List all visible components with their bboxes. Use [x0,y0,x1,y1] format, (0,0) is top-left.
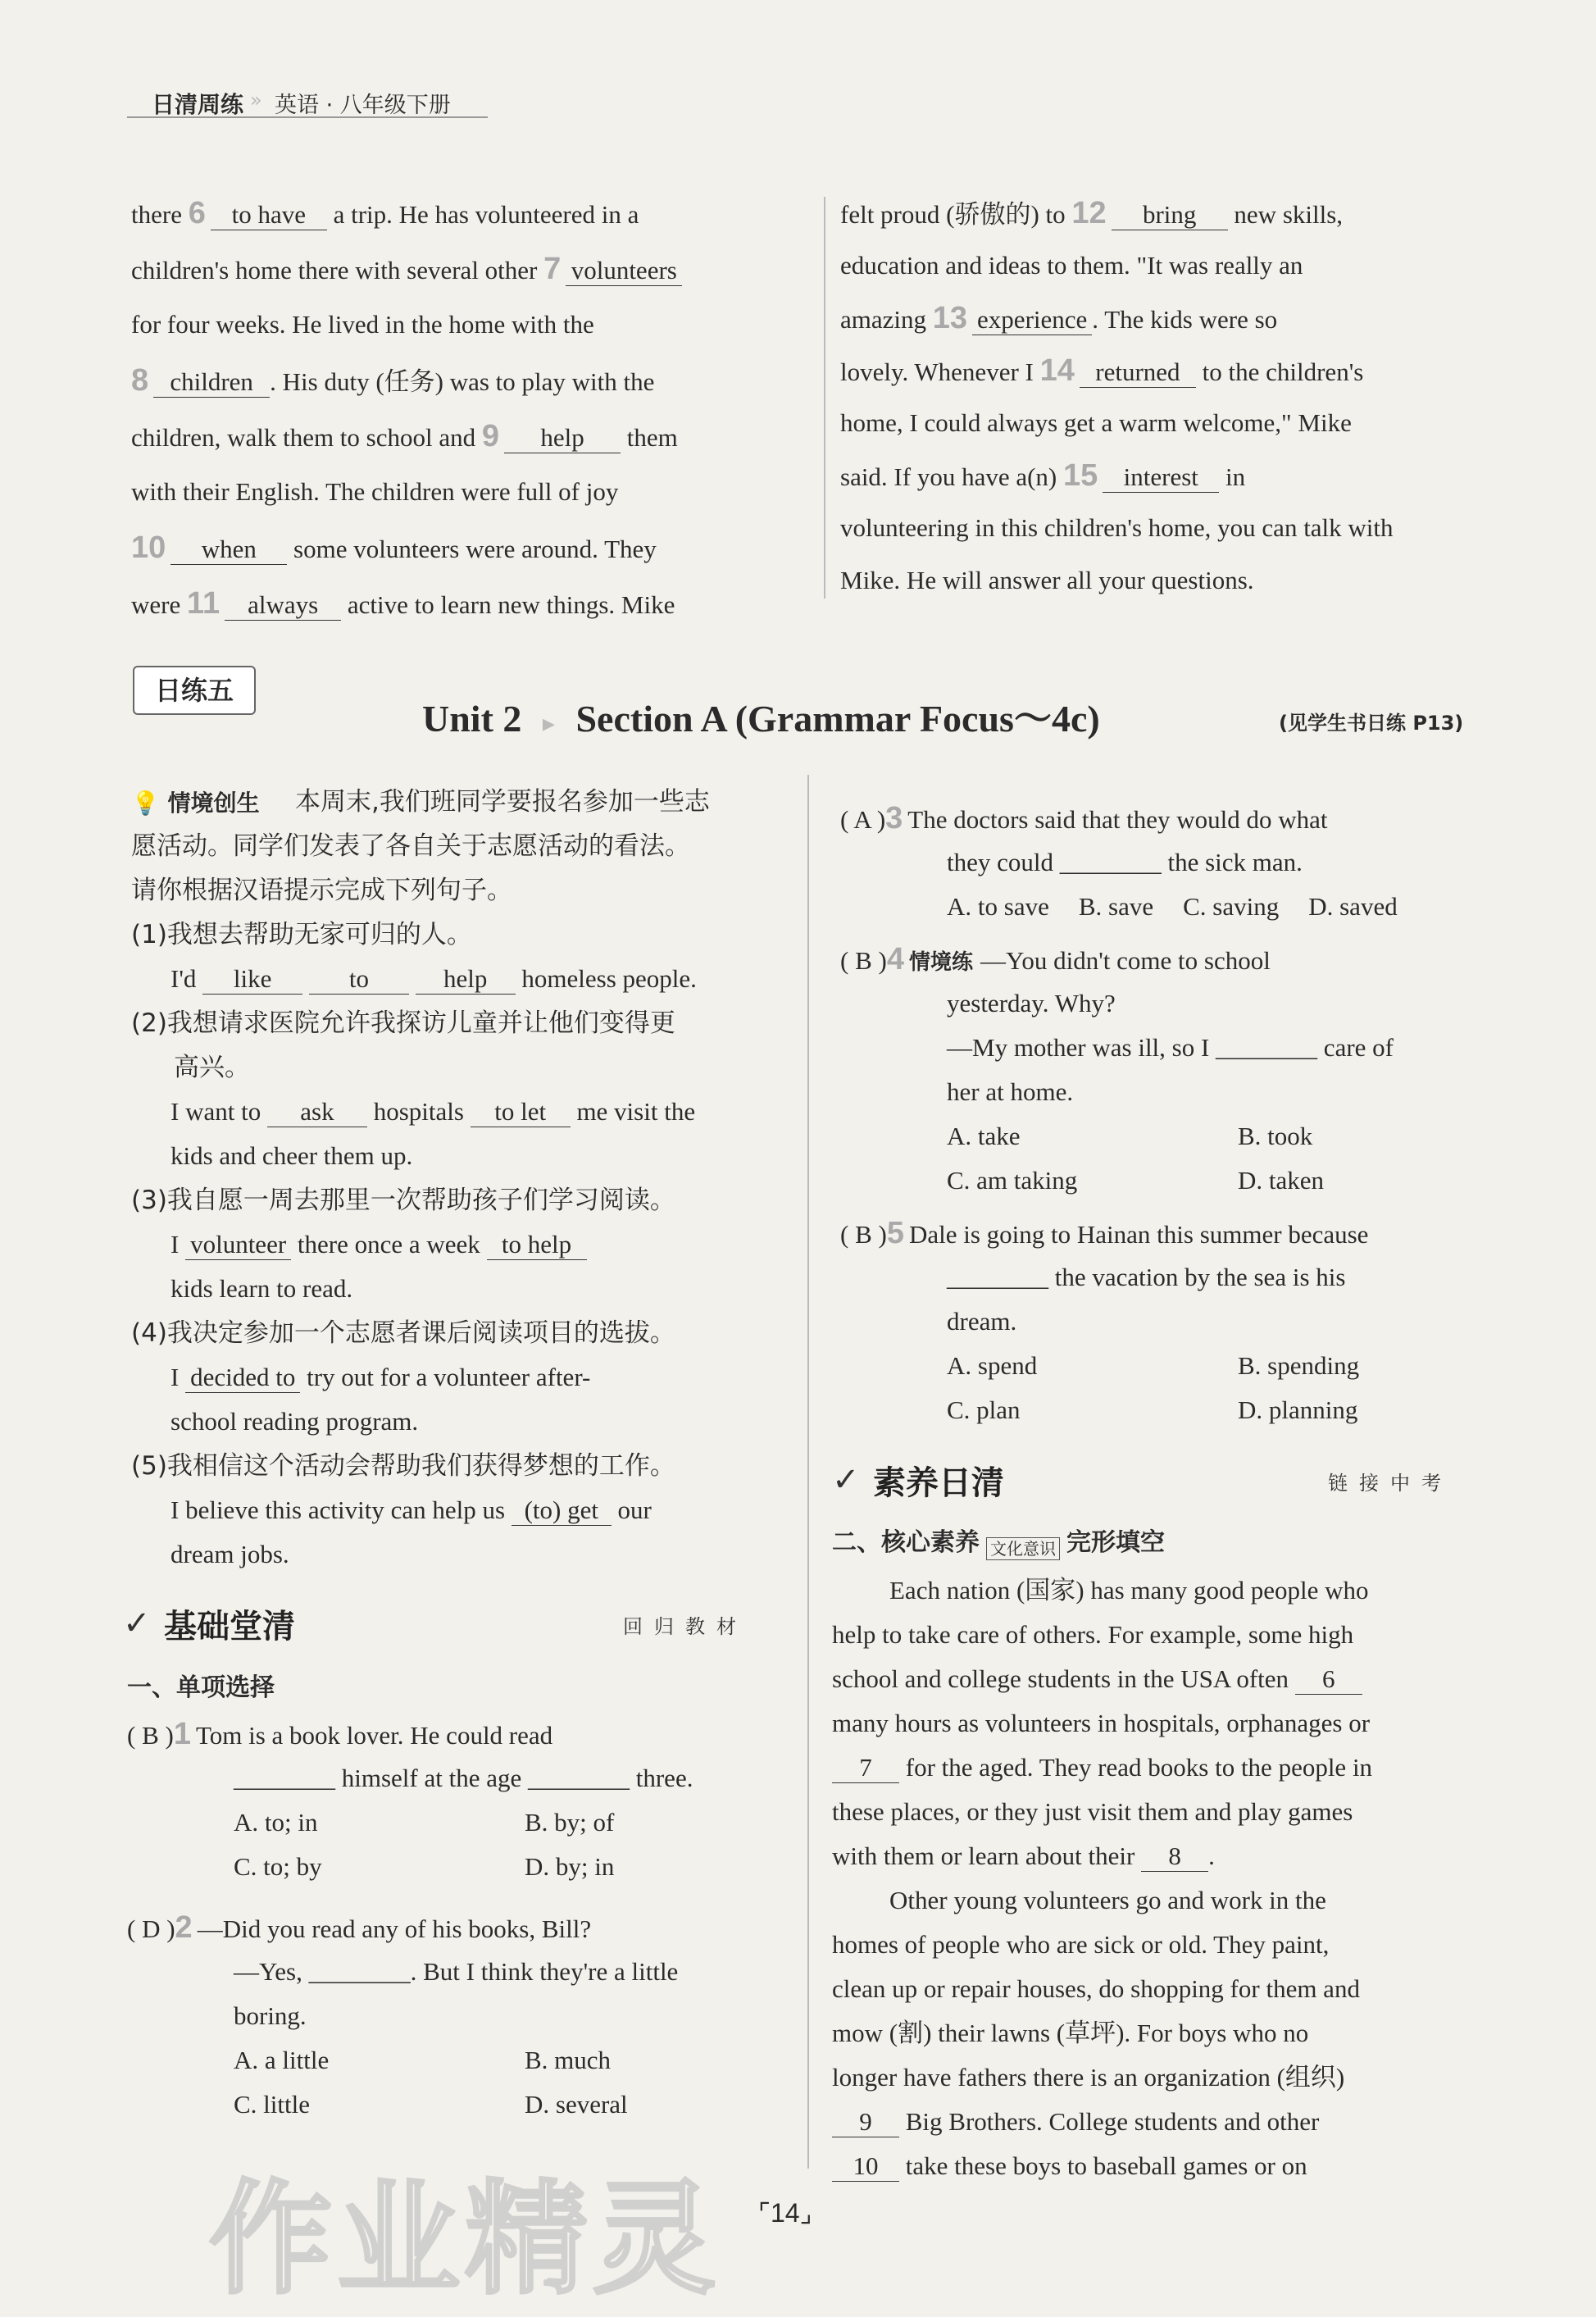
prompt-line: (2)我想请求医院允许我探访儿童并让他们变得更 [131,1008,675,1038]
answer-paren: ( [840,1220,856,1249]
question-number: 3 [885,801,903,835]
unit-label: Unit 2 [422,698,522,740]
prompt-line: 高兴。 [174,1053,250,1082]
arrow-icon: ▸ [542,710,555,737]
text-span: our [611,1495,652,1524]
text-span: dream jobs. [171,1540,289,1568]
text-span: lovely. Whenever I [840,357,1040,386]
reference-note: (见学生书日练 P13) [1279,712,1464,735]
answer-blank: 6 [1295,1664,1362,1695]
question-text-line [947,1076,1073,1108]
question-text: Tom is a book lover. He could read [195,1721,553,1750]
prompt-line: (4)我决定参加一个志愿者课后阅读项目的选拔。 [131,1318,675,1348]
blank-number: 11 [186,586,221,621]
answer-blank: volunteer [185,1230,291,1260]
answer-blank: bring [1112,200,1228,230]
text-line [131,587,675,621]
text-line [171,963,697,995]
text-span: school reading program. [171,1407,419,1436]
question-text: —My mother was ill, so I ________ care of [947,1033,1394,1062]
text-line [889,1574,1369,1607]
answer-blank: 9 [832,2107,899,2137]
answer-blank: 10 [832,2151,899,2182]
option: D. by; in [525,1852,615,1881]
answer-paren: ) [871,946,887,975]
option: A. spend [947,1351,1038,1380]
column-divider [807,775,809,2169]
text-span: clean up or repair houses, do shopping for them and [832,1974,1360,2003]
blank-number: 8 [131,363,149,398]
text-span: said. If you have a(n) [840,462,1064,491]
text-line [131,308,594,341]
answer-paren: ) [871,1220,887,1249]
text-span: longer have fathers there is an organization (组织) [832,2063,1345,2092]
option: C. little [234,2090,310,2119]
question-text-line [947,846,1303,879]
text-line [832,1751,1372,1784]
literacy-title: 素养日清 [873,1464,1004,1502]
answer-blank: ask [267,1097,367,1127]
answer-paren: ) [160,1914,175,1943]
intro-line: 本周末,我们班同学要报名参加一些志 [295,787,710,817]
subject-label: 英语 · 八年级下册 [275,93,451,118]
answer-paren: ( [840,805,854,834]
text-span: children's home there with several other [131,256,544,285]
options-row [947,890,1427,923]
text-span: these places, or they just visit them and play games [832,1797,1353,1826]
option: D. taken [1238,1166,1325,1195]
brand-label: 日清周练 [152,91,244,118]
option: B. took [1238,1122,1313,1150]
answer-blank: help [504,423,621,453]
question-number: 1 [173,1717,191,1751]
answer-paren: ) [871,805,886,834]
answer-letter: B [855,1220,872,1249]
text-line [840,197,1343,231]
text-span: for the aged. They read books to the people in [899,1753,1373,1782]
text-line [171,1228,587,1261]
page-number: ⌜14⌟ [758,2198,812,2228]
text-line [832,1928,1329,1961]
text-span: children, walk them to school and [131,423,482,452]
text-line [131,476,618,508]
text-span: I'd [171,964,203,993]
question-number: 5 [886,1216,904,1250]
text-span: some volunteers were around. They [287,535,657,563]
text-span: education and ideas to them. "It was really an [840,251,1303,280]
text-span: mow (割) their lawns (草坪). For boys who no [832,2019,1309,2047]
text-line [171,1405,418,1438]
answer-paren: ( [127,1914,143,1943]
scenario-tag: 情境练 [908,950,981,975]
blank-number: 9 [481,419,500,453]
question-head [840,943,1271,979]
day-badge: 日练五 [133,666,256,715]
answer-blank: 8 [1141,1841,1208,1872]
answer-blank: interest [1103,462,1219,493]
question-text: —Yes, ________. But I think they're a little [234,1957,679,1986]
text-line [840,302,1277,336]
blank-number: 12 [1071,196,1107,230]
header [127,80,488,118]
option: D. saved [1308,892,1398,921]
text-line [840,354,1363,389]
question-head [840,1217,1368,1251]
text-span: there [131,200,189,229]
option: C. to; by [234,1852,322,1881]
prompt-line: (3)我自愿一周去那里一次帮助孩子们学习阅读。 [131,1186,675,1215]
check-icon: ✓ [832,1461,860,1498]
text-span: to the children's [1195,357,1364,386]
question-text-line [947,987,1116,1020]
text-line [832,2150,1307,2183]
text-span: . His duty (任务) was to play with the [270,367,655,396]
answer-paren: ( [840,946,856,975]
text-line [131,420,678,454]
text-span: I believe this activity can help us [171,1495,512,1524]
text-span [409,964,416,993]
answer-blank: to have [211,200,327,230]
option: A. to; in [234,1808,318,1837]
text-span: school and college students in the USA often [832,1664,1295,1693]
text-span: felt proud (骄傲的) to [840,200,1072,229]
option: D. planning [1238,1395,1358,1424]
text-span: amazing [840,305,933,334]
text-line [171,1272,352,1305]
basic-section-header [123,1599,787,1648]
question-head [127,1718,552,1752]
question-text: —You didn't come to school [980,946,1271,975]
blank-number: 6 [188,196,206,230]
text-span: there once a week [291,1230,487,1259]
answer-blank: 7 [832,1753,899,1783]
text-span: I [171,1363,186,1391]
mc-section-title: 一、单项选择 [127,1673,275,1702]
answer-letter: D [142,1914,161,1943]
question-number: 2 [175,1910,193,1945]
text-span: help to take care of others. For example, some high [832,1620,1354,1649]
option: B. spending [1238,1351,1360,1380]
answer-paren: ) [158,1721,174,1750]
text-span: hospitals [366,1097,471,1126]
question-text: The doctors said that they would do what [907,805,1328,834]
text-span: kids and cheer them up. [171,1141,413,1170]
text-span: Other young volunteers go and work in the [889,1886,1326,1914]
chevron-icon: » [250,89,262,112]
answer-blank: to let [471,1097,571,1127]
text-span: many hours as volunteers in hospitals, orphanages or [832,1709,1371,1737]
answer-letter: B [855,946,872,975]
question-text: ________ himself at the age ________ three. [234,1764,693,1792]
question-text-line [234,1762,693,1795]
question-text: boring. [234,2001,307,2030]
text-span: home, I could always get a warm welcome," Mike [840,408,1352,437]
question-text: ________ the vacation by the sea is his [947,1263,1346,1291]
intro-line: 请你根据汉语提示完成下列句子。 [131,876,512,905]
option: B. much [525,2046,612,2074]
text-line [832,1707,1370,1740]
question-text-line [947,1031,1394,1064]
question-text: yesterday. Why? [947,989,1116,1017]
watermark: 作业精灵 [209,2169,721,2311]
option: C. am taking [947,1166,1078,1195]
text-span: . The kids were so [1092,305,1278,334]
blank-number: 15 [1063,458,1098,493]
text-span: Big Brothers. College students and other [899,2107,1320,2136]
text-line [889,1884,1326,1917]
prompt-line: (1)我想去帮助无家可归的人。 [131,920,472,949]
text-span: volunteering in this children's home, you can talk with [840,513,1394,542]
text-line [171,1361,590,1394]
option: A. to save [947,892,1049,921]
question-text: dream. [947,1307,1017,1336]
option: C. plan [947,1395,1021,1424]
scenario-label: 💡 情境创生 [131,790,260,817]
basic-tag: 回归教材 [623,1615,748,1638]
text-line [832,1840,1215,1873]
question-head [840,802,1328,836]
question-head [127,1911,591,1946]
answer-letter: B [142,1721,159,1750]
text-line [840,407,1352,439]
option: B. save [1078,892,1154,921]
text-span: new skills, [1227,200,1344,229]
answer-blank: experience [972,305,1092,335]
answer-blank: when [171,535,287,565]
text-line [832,2061,1344,2094]
text-span: with them or learn about their [832,1841,1142,1870]
answer-blank: to help [487,1230,587,1260]
question-number: 4 [886,942,904,976]
text-line [131,531,657,566]
unit-title [422,689,1100,743]
text-line [840,512,1394,544]
answer-blank: to [309,964,409,995]
literacy-section-header [832,1455,1496,1504]
text-line [840,249,1303,282]
option: A. a little [234,2046,330,2074]
text-line [840,459,1245,494]
text-span [302,964,309,993]
question-text-line [234,1955,678,1988]
text-line [131,364,654,398]
text-span: Each nation (国家) has many good people who [889,1576,1369,1605]
check-icon: ✓ [123,1605,151,1641]
option: C. saving [1183,892,1280,921]
text-span: in [1219,462,1246,491]
blank-number: 7 [543,252,562,286]
text-span: me visit the [570,1097,696,1126]
question-text: they could ________ the sick man. [947,848,1303,876]
text-span: homes of people who are sick or old. They paint, [832,1930,1330,1959]
question-text-line [947,1261,1345,1294]
answer-blank: returned [1080,357,1196,388]
answer-paren: ( [127,1721,143,1750]
answer-blank: (to) get [512,1495,612,1526]
text-line [832,1663,1362,1696]
literacy-tag: 链接中考 [1328,1472,1453,1495]
text-line [832,2017,1308,2050]
text-span: them [621,423,678,452]
question-text-line [234,2000,307,2032]
text-span: were [131,590,187,619]
text-line [832,1973,1360,2005]
cloze-section-title: 二、核心素养 文化意识 完形填空 [832,1528,1165,1559]
text-line [840,564,1254,597]
culture-badge: 文化意识 [986,1537,1060,1560]
text-span: active to learn new things. Mike [341,590,675,619]
basic-title: 基础堂清 [164,1608,295,1646]
text-line [171,1095,695,1128]
section-label: Section A (Grammar Focus～4c) [575,698,1100,740]
text-line [171,1538,289,1571]
text-span: I want to [171,1097,267,1126]
text-line [832,1618,1353,1651]
text-span: Mike. He will answer all your questions. [840,566,1254,594]
column-divider [824,197,825,599]
text-line [832,2105,1319,2138]
answer-blank: always [225,590,341,621]
answer-blank: help [416,964,516,995]
text-span: try out for a volunteer after- [300,1363,591,1391]
text-span: kids learn to read. [171,1274,353,1303]
blank-number: 14 [1039,353,1075,388]
text-span: . [1208,1841,1215,1870]
text-span: homeless people. [515,964,697,993]
blank-number: 10 [131,530,166,565]
question-text-line [947,1305,1016,1338]
option: D. several [525,2090,628,2119]
prompt-line: (5)我相信这个活动会帮助我们获得梦想的工作。 [131,1451,675,1481]
text-span: take these boys to baseball games or on [899,2151,1307,2180]
text-line [832,1796,1353,1828]
text-span: for four weeks. He lived in the home with the [131,310,594,339]
question-text: her at home. [947,1077,1074,1106]
text-line [171,1140,412,1172]
intro-line: 愿活动。同学们发表了各自关于志愿活动的看法。 [131,831,690,861]
answer-letter: A [853,805,871,834]
question-text: Dale is going to Hainan this summer because [908,1220,1369,1249]
answer-blank: volunteers [566,256,682,286]
text-line [131,253,682,287]
question-text: —Did you read any of his books, Bill? [197,1914,592,1943]
text-span: I [171,1230,186,1259]
text-span: with their English. The children were full of joy [131,477,619,506]
option: B. by; of [525,1808,615,1837]
blank-number: 13 [932,301,968,335]
text-line [131,197,639,231]
option: A. take [947,1122,1021,1150]
answer-blank: children [153,367,270,398]
answer-blank: like [202,964,302,995]
text-span: a trip. He has volunteered in a [326,200,639,229]
text-line [171,1494,652,1527]
answer-blank: decided to [185,1363,300,1393]
